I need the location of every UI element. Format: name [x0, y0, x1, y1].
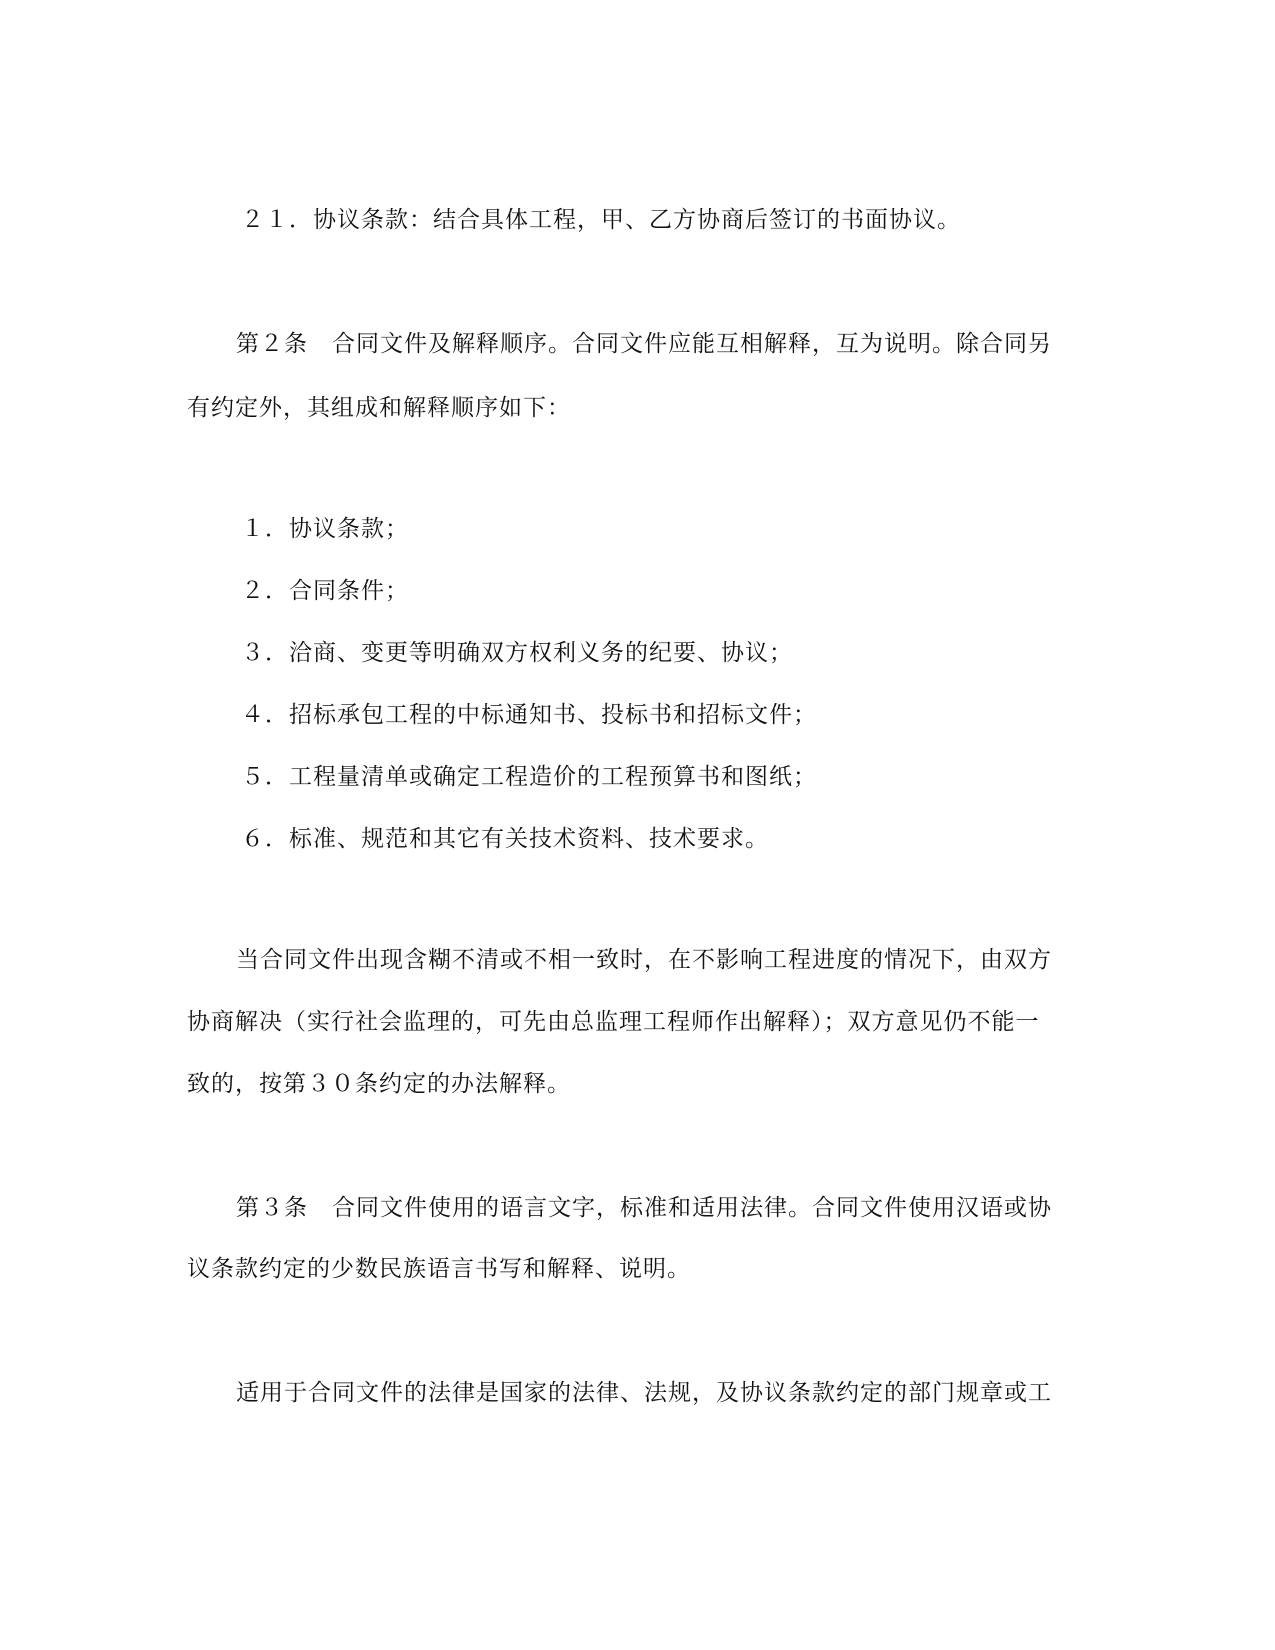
order-item-2: ２．合同条件； — [241, 578, 409, 604]
article-3-line-1: 第３条 合同文件使用的语言文字，标准和适用法律。合同文件使用汉语或协 — [236, 1195, 1052, 1221]
order-item-3: ３．洽商、变更等明确双方权利义务的纪要、协议； — [241, 640, 793, 666]
clause-21: ２１．协议条款：结合具体工程，甲、乙方协商后签订的书面协议。 — [241, 207, 961, 233]
order-item-5: ５．工程量清单或确定工程造价的工程预算书和图纸； — [241, 764, 817, 790]
order-item-4: ４．招标承包工程的中标通知书、投标书和招标文件； — [241, 702, 817, 728]
ambiguity-line-3: 致的，按第３０条约定的办法解释。 — [187, 1071, 571, 1097]
article-2-line-1: 第２条 合同文件及解释顺序。合同文件应能互相解释，互为说明。除合同另 — [236, 331, 1052, 357]
order-item-1: １．协议条款； — [241, 516, 409, 542]
ambiguity-line-1: 当合同文件出现含糊不清或不相一致时，在不影响工程进度的情况下，由双方 — [236, 947, 1052, 973]
ambiguity-line-2: 协商解决（实行社会监理的，可先由总监理工程师作出解释）；双方意见仍不能一 — [187, 1009, 1040, 1035]
order-item-6: ６．标准、规范和其它有关技术资料、技术要求。 — [241, 826, 769, 852]
applicable-law-line-1: 适用于合同文件的法律是国家的法律、法规，及协议条款约定的部门规章或工 — [236, 1380, 1052, 1406]
article-3-line-2: 议条款约定的少数民族语言书写和解释、说明。 — [187, 1256, 691, 1282]
article-2-line-2: 有约定外，其组成和解释顺序如下： — [187, 395, 571, 421]
